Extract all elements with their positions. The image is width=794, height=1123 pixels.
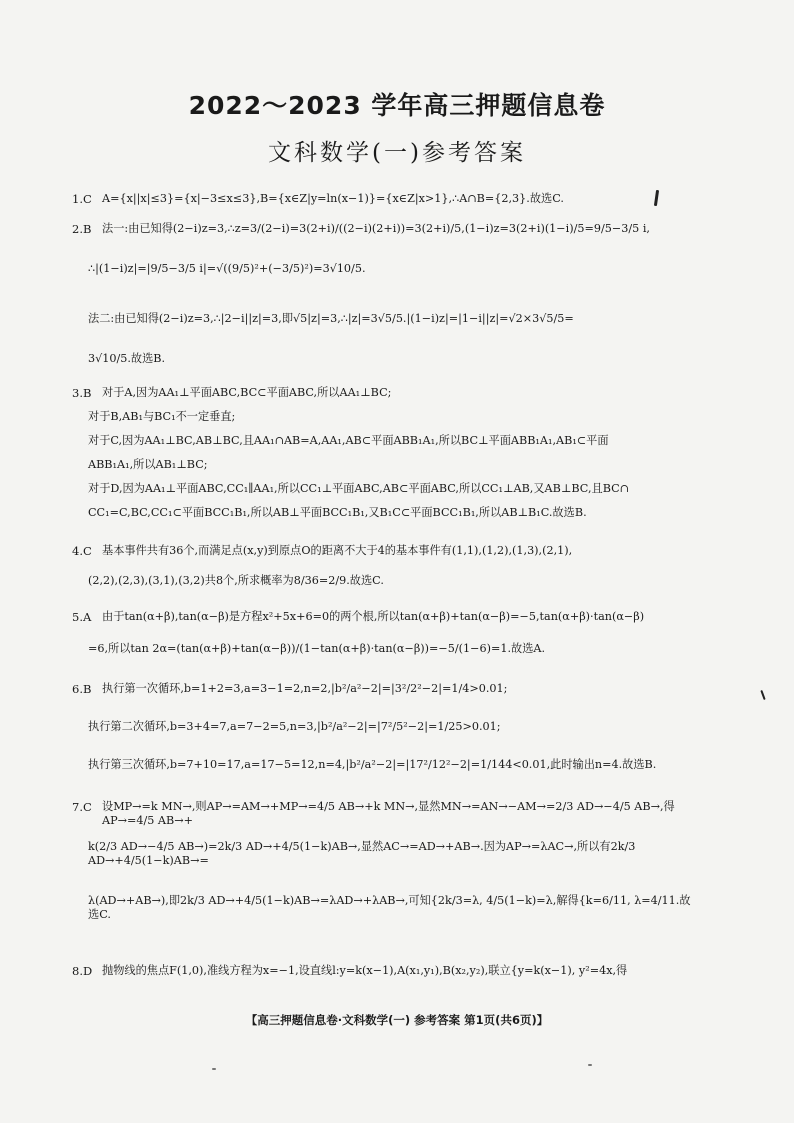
answer-line: 对于D,因为AA₁⊥平面ABC,CC₁∥AA₁,所以CC₁⊥平面ABC,AB⊂平面ABC,所以CC₁⊥AB,又AB⊥BC,且BC∩	[88, 482, 630, 495]
answer-line: 对于C,因为AA₁⊥BC,AB⊥BC,且AA₁∩AB=A,AA₁,AB⊂平面ABB₁A₁,所以BC⊥平面ABB₁A₁,AB₁⊂平面	[88, 434, 609, 447]
answer-item	[72, 386, 700, 520]
answer-line: (2,2),(2,3),(3,1),(3,2)共8个,所求概率为8/36=2/9.故选C.	[88, 574, 384, 587]
answer-item	[72, 610, 700, 656]
answer-number: 1.C	[72, 192, 92, 206]
answer-line: k(2/3 AD→−4/5 AB→)=2k/3 AD→+4/5(1−k)AB→,显然AC→=AD→+AB→.因为AP→=λAC→,所以有2k/3 AD→+4/5(1−k)AB→=	[88, 840, 636, 867]
scan-mark	[760, 690, 765, 700]
answer-line: 执行第三次循环,b=7+10=17,a=17−5=12,n=4,|b²/a²−2|=|17²/12²−2|=1/144<0.01,此时输出n=4.故选B.	[88, 758, 657, 771]
answer-line: CC₁=C,BC,CC₁⊂平面BCC₁B₁,所以AB⊥平面BCC₁B₁,又B₁C⊂平面BCC₁B₁,所以AB⊥B₁C.故选B.	[88, 506, 587, 519]
page-subtitle: 文科数学(一)参考答案	[268, 140, 526, 166]
answer-line: 抛物线的焦点F(1,0),准线方程为x=−1,设直线l:y=k(x−1),A(x₁,y₁),B(x₂,y₂),联立{y=k(x−1), y²=4x,得	[102, 964, 628, 977]
answer-line: 3√10/5.故选B.	[88, 352, 166, 365]
answer-item	[72, 222, 700, 366]
answer-line: ∴|(1−i)z|=|9/5−3/5 i|=√((9/5)²+(−3/5)²)=3√10/5.	[88, 262, 366, 275]
answer-line: A={x||x|≤3}={x|−3≤x≤3},B={x∈Z|y=ln(x−1)}={x∈Z|x>1},∴A∩B={2,3}.故选C.	[102, 192, 564, 205]
answer-number: 3.B	[72, 386, 92, 400]
page-title: 2022～2023 学年高三押题信息卷	[188, 91, 606, 120]
answer-item	[72, 964, 700, 978]
answer-line: 设MP→=k MN→,则AP→=AM→+MP→=4/5 AB→+k MN→,显然MN→=AN→−AM→=2/3 AD→−4/5 AB→,得AP→=4/5 AB→+	[102, 800, 675, 827]
answer-line: =6,所以tan 2α=(tan(α+β)+tan(α−β))/(1−tan(α+β)·tan(α−β))=−5/(1−6)=1.故选A.	[88, 642, 546, 655]
answer-number: 4.C	[72, 544, 92, 558]
answer-item	[72, 682, 700, 772]
answer-number: 5.A	[72, 610, 92, 624]
answer-line: 执行第一次循环,b=1+2=3,a=3−1=2,n=2,|b²/a²−2|=|3²/2²−2|=1/4>0.01;	[102, 682, 508, 695]
answer-line: 法二:由已知得(2−i)z=3,∴|2−i||z|=3,即√5|z|=3,∴|z|=3√5/5.|(1−i)z|=|1−i||z|=√2×3√5/5=	[88, 312, 574, 325]
answer-line: 对于B,AB₁与BC₁不一定垂直;	[88, 410, 236, 423]
answer-line: 基本事件共有36个,而满足点(x,y)到原点O的距离不大于4的基本事件有(1,1),(1,2),(1,3),(2,1),	[102, 544, 573, 557]
answer-line: 由于tan(α+β),tan(α−β)是方程x²+5x+6=0的两个根,所以tan(α+β)+tan(α−β)=−5,tan(α+β)·tan(α−β)	[102, 610, 645, 623]
answer-line: ABB₁A₁,所以AB₁⊥BC;	[88, 458, 208, 471]
page-footer: 【高三押题信息卷·文科数学(一) 参考答案 第1页(共6页)】	[245, 1013, 549, 1027]
answer-line: 对于A,因为AA₁⊥平面ABC,BC⊂平面ABC,所以AA₁⊥BC;	[102, 386, 392, 399]
answer-number: 2.B	[72, 222, 92, 236]
answer-number: 6.B	[72, 682, 92, 696]
answer-item	[72, 192, 700, 206]
answer-line: 执行第二次循环,b=3+4=7,a=7−2=5,n=3,|b²/a²−2|=|7²/5²−2|=1/25>0.01;	[88, 720, 501, 733]
answer-line: λ(AD→+AB→),即2k/3 AD→+4/5(1−k)AB→=λAD→+λAB→,可知{2k/3=λ, 4/5(1−k)=λ,解得{k=6/11, λ=4/11.故选C.	[88, 894, 691, 921]
scan-dot	[588, 1064, 592, 1066]
answer-number: 8.D	[72, 964, 93, 978]
answer-line: 法一:由已知得(2−i)z=3,∴z=3/(2−i)=3(2+i)/((2−i)(2+i))=3(2+i)/5,(1−i)z=3(2+i)(1−i)/5=9/5−3/5 i,	[102, 222, 650, 235]
answer-number: 7.C	[72, 800, 92, 814]
scan-dot	[212, 1068, 216, 1070]
answer-item	[72, 800, 700, 922]
answer-item	[72, 544, 700, 588]
